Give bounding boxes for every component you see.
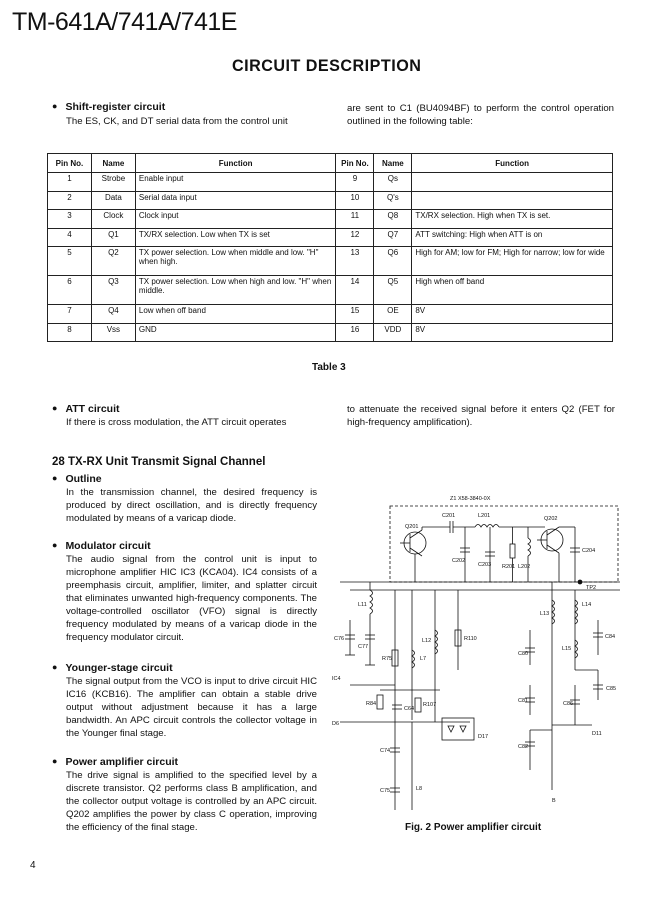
l12-label: L12	[422, 638, 432, 644]
cell: 16	[336, 323, 374, 342]
model-title: TM-641A/741A/741E	[12, 8, 237, 36]
cell: Q8	[374, 210, 412, 229]
table-row	[48, 191, 613, 210]
cell: Q's	[374, 191, 412, 210]
l201-label: L201	[478, 513, 491, 519]
cell	[412, 173, 613, 192]
younger-heading: ● Younger-stage circuit	[52, 662, 173, 674]
section-title: 28 TX-RX Unit Transmit Signal Channel	[52, 456, 266, 468]
cell	[412, 191, 613, 210]
c80-label: C80	[518, 651, 529, 657]
table-row	[48, 305, 613, 324]
l202-label: L202	[518, 564, 531, 570]
modulator-heading: ● Modulator circuit	[52, 540, 151, 552]
table-row	[48, 276, 613, 305]
cell: High for AM; low for FM; High for narrow; low for wide	[412, 247, 613, 276]
ic4-label: IC4	[332, 676, 341, 682]
younger-text: The signal output from the VCO is input to drive circuit HIC IC16 (KCB16). The amplifier can obtain a stable drive output without adjustment because it has a large bandwidth. An APC circuit controls the collector voltage in the Younger final stage.	[66, 676, 317, 739]
cell: Data	[91, 191, 135, 210]
shift-register-heading: ● Shift-register circuit	[52, 101, 165, 113]
cell: High when off band	[412, 276, 613, 305]
cell: Q7	[374, 228, 412, 247]
col-name: Name	[91, 154, 135, 173]
c85-label: C85	[606, 686, 617, 692]
cell: 15	[336, 305, 374, 324]
cell: 5	[48, 247, 92, 276]
cell: Qs	[374, 173, 412, 192]
c76-label: C76	[334, 636, 345, 642]
d11-label: D11	[592, 731, 602, 737]
cell: TX/RX selection. Low when TX is set	[135, 228, 336, 247]
r84-resistor-icon	[377, 695, 383, 709]
cell: TX power selection. Low when middle and low. "H" when high.	[135, 247, 336, 276]
r110-label: R110	[464, 636, 477, 642]
cell: Strobe	[91, 173, 135, 192]
cell: VDD	[374, 323, 412, 342]
c75-label: C75	[380, 788, 391, 794]
l11-label: L11	[358, 602, 367, 608]
cell: 11	[336, 210, 374, 229]
table-row	[48, 323, 613, 342]
r75-label: R75	[382, 656, 393, 662]
cell: 8V	[412, 305, 613, 324]
c201-label: C201	[442, 513, 456, 519]
l11-inductor-icon	[370, 590, 373, 614]
cell: 12	[336, 228, 374, 247]
pin-table-header	[48, 154, 613, 173]
shift-register-text-left: The ES, CK, and DT serial data from the control unit	[66, 116, 288, 127]
pin-table	[47, 153, 613, 342]
cell: 3	[48, 210, 92, 229]
cell: Q5	[374, 276, 412, 305]
cell: Low when off band	[135, 305, 336, 324]
cell: TX/RX selection. High when TX is set.	[412, 210, 613, 229]
table-caption: Table 3	[312, 362, 346, 373]
l202-inductor-icon	[528, 538, 531, 556]
module-boundary	[390, 506, 618, 582]
l15-label: L15	[562, 646, 572, 652]
c84-label: C84	[605, 634, 616, 640]
page-title: CIRCUIT DESCRIPTION	[232, 56, 422, 75]
col-name-2: Name	[374, 154, 412, 173]
table-row	[48, 210, 613, 229]
page-number: 4	[30, 860, 36, 871]
l201-inductor-icon	[475, 525, 499, 528]
cell: Q3	[91, 276, 135, 305]
r201-resistor-icon	[510, 544, 515, 558]
r107-resistor-icon	[415, 698, 421, 712]
figure-caption: Fig. 2 Power amplifier circuit	[405, 822, 542, 833]
att-text-right: to attenuate the received signal before it enters Q2 (FET for high-frequency amplification).	[347, 404, 615, 428]
q202-label: Q202	[544, 516, 558, 522]
l8-label: L8	[416, 786, 423, 792]
d6-label: D6	[332, 721, 340, 727]
cell: 9	[336, 173, 374, 192]
cell: Q6	[374, 247, 412, 276]
cell: OE	[374, 305, 412, 324]
c86-label: C86	[563, 701, 574, 707]
l13-label: L13	[540, 611, 550, 617]
table-row	[48, 247, 613, 276]
cell: 10	[336, 191, 374, 210]
col-function-2: Function	[412, 154, 613, 173]
c74-label: C74	[380, 748, 391, 754]
c77-label: C77	[358, 644, 369, 650]
cell: 4	[48, 228, 92, 247]
power-amplifier-schematic	[330, 490, 620, 816]
c202-label: C202	[452, 558, 466, 564]
cell: 8V	[412, 323, 613, 342]
d17-label: D17	[478, 734, 489, 740]
cell: 6	[48, 276, 92, 305]
cell: Serial data input	[135, 191, 336, 210]
c203-label: C203	[478, 562, 492, 568]
cell: GND	[135, 323, 336, 342]
schematic-labels	[332, 496, 616, 804]
cell: Q2	[91, 247, 135, 276]
tp2-label: TP2	[586, 585, 597, 591]
modulator-text: The audio signal from the control unit is input to microphone amplifier HIC IC3 (KCA04). IC4 consists of a preemphasis circuit, amplifier, limiter, and splatter circuit that eliminates unwanted high-frequency components. The voltage-controlled oscillator (VFO) signal is directly frequency modulated by means of a varicap diode in the frequency modulator circuit.	[66, 554, 317, 643]
table-row	[48, 228, 613, 247]
l7-label: L7	[420, 656, 427, 662]
cell: Q1	[91, 228, 135, 247]
b-label: B	[552, 798, 556, 804]
col-pin-no-2: Pin No.	[336, 154, 374, 173]
cell: TX power selection. Low when high and low. "H" when middle.	[135, 276, 336, 305]
col-pin-no: Pin No.	[48, 154, 92, 173]
cell: 14	[336, 276, 374, 305]
c81-label: C81	[518, 698, 529, 704]
r201-label: R201	[502, 564, 516, 570]
power-text: The drive signal is amplified to the specified level by a discrete transistor. Q2 performs class B amplification, and the collector output voltage is controlled by an APC circuit. Q202 amplifies the power by class C operation, improving the efficiency of the final stage.	[66, 770, 317, 833]
att-text-left: If there is cross modulation, the ATT circuit operates	[66, 417, 287, 428]
tp2-testpoint-icon	[578, 580, 582, 584]
cell: ATT switching: High when ATT is on	[412, 228, 613, 247]
c82-label: C82	[518, 744, 529, 750]
cell: 8	[48, 323, 92, 342]
cell: Q4	[91, 305, 135, 324]
cell: 7	[48, 305, 92, 324]
c64-label: C64	[404, 706, 415, 712]
c204-label: C204	[582, 548, 596, 554]
cell: Enable input	[135, 173, 336, 192]
outline-text: In the transmission channel, the desired frequency is produced by direct oscillation, and is directly frequency modulated by means of a varicap diode.	[66, 487, 317, 524]
col-function: Function	[135, 154, 336, 173]
outline-heading: ● Outline	[52, 473, 102, 485]
module-label: Z1 X58-3840-0X	[450, 496, 491, 502]
d17-diode-icon	[442, 718, 474, 740]
power-heading: ● Power amplifier circuit	[52, 756, 178, 768]
cell: 13	[336, 247, 374, 276]
table-row	[48, 173, 613, 192]
cell: 1	[48, 173, 92, 192]
r84-label: R84	[366, 701, 377, 707]
shift-register-text-right: are sent to C1 (BU4094BF) to perform the control operation outlined in the following table:	[347, 103, 614, 127]
cell: Clock	[91, 210, 135, 229]
cell: 2	[48, 191, 92, 210]
l14-label: L14	[582, 602, 592, 608]
r107-label: R107	[423, 702, 437, 708]
att-heading: ● ATT circuit	[52, 403, 120, 415]
cell: Clock input	[135, 210, 336, 229]
cell: Vss	[91, 323, 135, 342]
q201-label: Q201	[405, 524, 419, 530]
